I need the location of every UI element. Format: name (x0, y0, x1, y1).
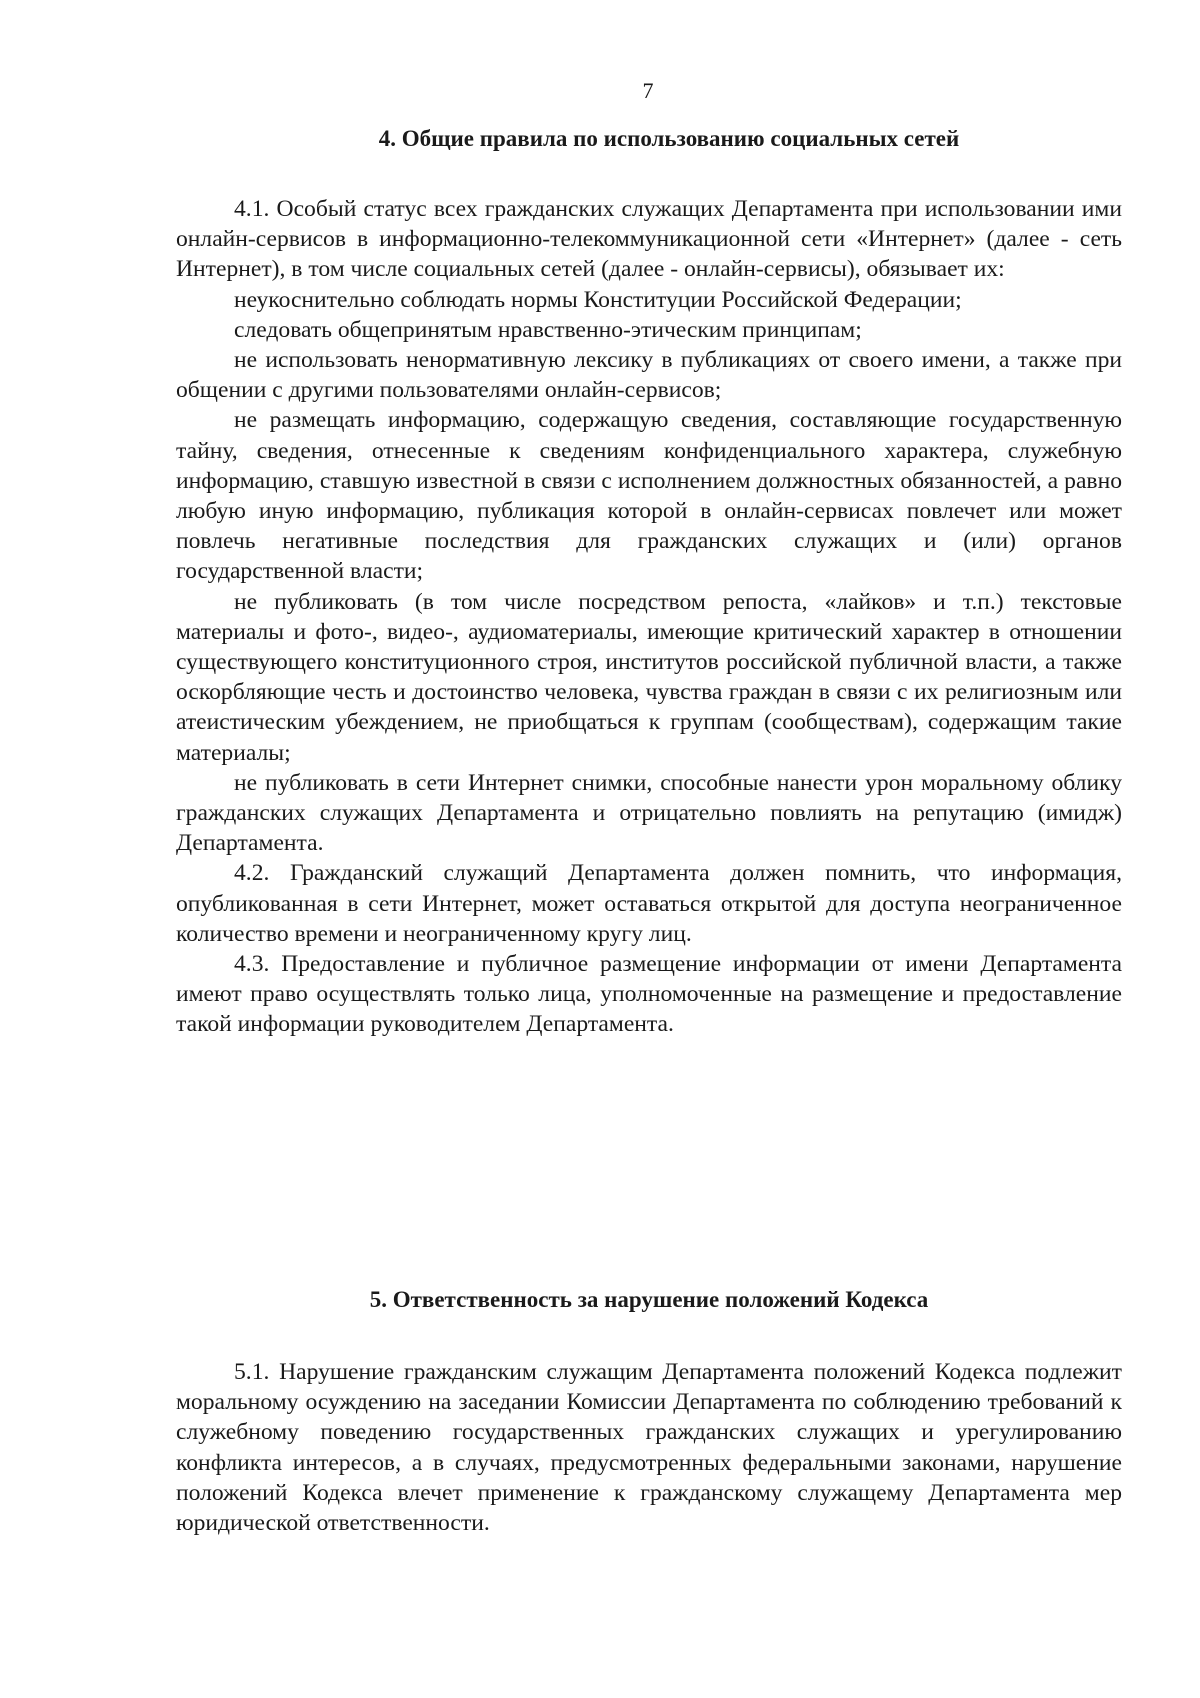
section-4-paragraph-1: 4.1. Особый статус всех гражданских служащих Департамента при использовании ими онлайн-сервисов в информационно-телекоммуникационной сети «Интернет» (далее - сеть Интернет), в том числе социальных сетей (далее - онлайн-сервисы), обязывает их: (176, 196, 1122, 283)
section-4-paragraph-9: 4.3. Предоставление и публичное размещение информации от имени Департамента имеют право осуществлять только лица, уполномоченные на размещение и предоставление такой информации руководителем Департамента. (176, 951, 1122, 1038)
section-4-paragraph-6: не публиковать (в том числе посредством репоста, «лайков» и т.п.) текстовые материалы и фото-, видео-, аудиоматериалы, имеющие критический характер в отношении существующего конституционного строя, институтов российской публичной власти, а также оскорбляющие честь и достоинство человека, чувства граждан в связи с их религиозным или атеистическим убеждением, не приобщаться к группам (сообществам), содержащим такие материалы; (176, 588, 1122, 766)
section-4-paragraph-7: не публиковать в сети Интернет снимки, способные нанести урон моральному облику гражданских служащих Департамента и отрицательно повлиять на репутацию (имидж) Департамента. (176, 769, 1122, 857)
section-5-heading: 5. Ответственность за нарушение положений Кодекса (369, 1287, 929, 1312)
section-4 (176, 124, 1122, 1040)
section-4-paragraph-2: неукоснительно соблюдать нормы Конституции Российской Федерации; (234, 286, 962, 313)
page-number: 7 (642, 78, 654, 103)
section-4-paragraph-4: не использовать ненормативную лексику в публикациях от своего имени, а также при общении с другими пользователями онлайн-сервисов; (176, 347, 1122, 404)
section-4-heading: 4. Общие правила по использованию социальных сетей (378, 126, 960, 151)
section-4-paragraph-3: следовать общепринятым нравственно-этическим принципам; (234, 316, 862, 343)
section-5 (176, 1285, 1122, 1538)
section-4-paragraph-5: не размещать информацию, содержащую сведения, составляющие государственную тайну, сведения, отнесенные к сведениям конфиденциального характера, служебную информацию, ставшую известной в связи с исполнением должностных обязанностей, а равно любую иную информацию, публикация которой в онлайн-сервисах повлечет или может повлечь негативные последствия для гражданских служащих и (или) органов государственной власти; (176, 407, 1122, 585)
section-5-paragraph-1: 5.1. Нарушение гражданским служащим Департамента положений Кодекса подлежит моральному осуждению на заседании Комиссии Департамента по соблюдению требований к служебному поведению государственных гражданских служащих и урегулированию конфликта интересов, а в случаях, предусмотренных федеральными законами, нарушение положений Кодекса влечет применение к гражданскому служащему Департамента мер юридической ответственности. (176, 1359, 1122, 1537)
section-4-paragraph-8: 4.2. Гражданский служащий Департамента должен помнить, что информация, опубликованная в сети Интернет, может оставаться открытой для доступа неограниченное количество времени и неограниченному кругу лиц. (176, 860, 1122, 947)
